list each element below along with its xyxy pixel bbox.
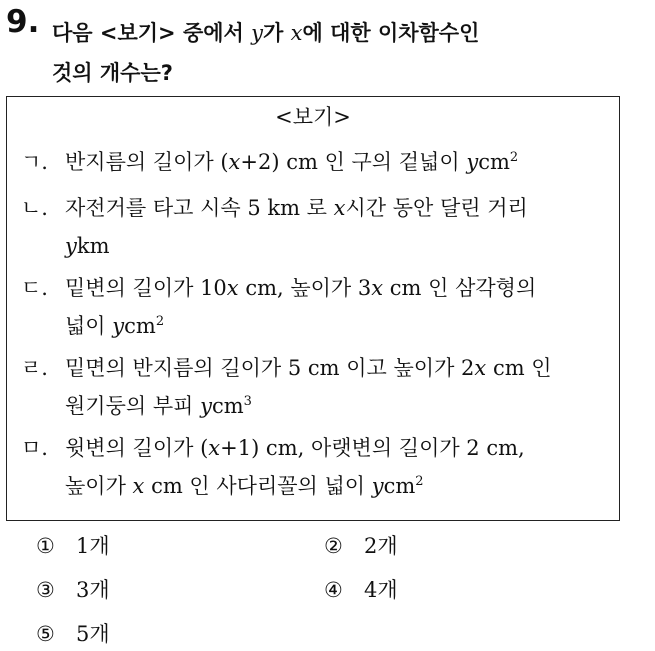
- unit: cm: [383, 474, 416, 498]
- choice-text: 4개: [364, 578, 398, 602]
- exponent: 2: [415, 474, 424, 489]
- item-text: 원기둥의 부피: [65, 394, 201, 418]
- item-text: 반지름의 길이가 (: [65, 150, 229, 174]
- variable-y: y: [251, 21, 264, 45]
- variable-x: x: [208, 436, 221, 460]
- item-text: 넓이: [65, 314, 113, 338]
- item-text: 자전거를 타고 시속 5 km 로: [65, 196, 334, 220]
- choice-number: ⑤: [36, 622, 55, 646]
- choice-number: ④: [324, 578, 343, 602]
- variable-x: x: [333, 196, 346, 220]
- item-text: 밑변의 길이가 10: [65, 276, 227, 300]
- choice-number: ①: [36, 534, 55, 558]
- variable-y: y: [466, 150, 479, 174]
- choice-text: 3개: [76, 578, 110, 602]
- item-marker: ㅁ.: [21, 436, 48, 460]
- choice-5[interactable]: [36, 618, 110, 648]
- item-text: +2) cm 인 구의 겉넓이: [240, 150, 467, 174]
- variable-y: y: [371, 474, 384, 498]
- unit: km: [76, 234, 110, 258]
- item-text: cm 인 삼각형의: [383, 276, 537, 300]
- variable-x: x: [371, 276, 384, 300]
- variable-x: x: [132, 474, 145, 498]
- choice-2[interactable]: [324, 530, 398, 560]
- choice-4[interactable]: [324, 574, 398, 604]
- question-line2: 것의 개수는?: [52, 61, 173, 85]
- item-marker: ㄱ.: [21, 150, 48, 174]
- question-text-part: 가: [263, 21, 291, 45]
- exponent: 2: [509, 150, 519, 165]
- item-text: 시간 동안 달린 거리: [345, 196, 528, 220]
- variable-x: x: [226, 276, 239, 300]
- example-item-mieum: [21, 429, 619, 505]
- choice-number: ②: [324, 534, 343, 558]
- item-text: +1) cm, 아랫변의 길이가 2 cm,: [220, 436, 525, 460]
- question-text-part: 다음 <보기> 중에서: [52, 21, 252, 45]
- example-box: [6, 96, 620, 521]
- choice-1[interactable]: [36, 530, 110, 560]
- example-item-digeut: [21, 269, 619, 345]
- choice-3[interactable]: [36, 574, 110, 604]
- choice-text: 2개: [364, 534, 398, 558]
- example-item-nieun: [21, 189, 619, 265]
- unit: cm: [124, 314, 156, 338]
- question-line1: [52, 21, 479, 45]
- item-text: 밑면의 반지름의 길이가 5 cm 이고 높이가 2: [65, 356, 475, 380]
- box-title: <보기>: [275, 105, 351, 129]
- choice-text: 1개: [76, 534, 110, 558]
- choice-number: ③: [36, 578, 55, 602]
- example-item-giyeok: [21, 143, 619, 181]
- question-number: 9.: [6, 4, 40, 40]
- variable-y: y: [200, 394, 212, 418]
- variable-y: y: [65, 234, 77, 258]
- exponent: 3: [243, 394, 252, 409]
- choice-text: 5개: [76, 622, 110, 646]
- item-text: 윗변의 길이가 (: [65, 436, 209, 460]
- example-item-rieul: [21, 349, 619, 425]
- unit: cm: [478, 150, 510, 174]
- unit: cm: [211, 394, 244, 418]
- question-text: [52, 13, 642, 93]
- question-text-part: 에 대한 이차함수인: [302, 21, 480, 45]
- item-text: cm, 높이가 3: [238, 276, 372, 300]
- item-text: 높이가: [65, 474, 133, 498]
- item-marker: ㄴ.: [21, 196, 48, 220]
- exponent: 2: [155, 314, 165, 329]
- variable-x: x: [228, 150, 241, 174]
- item-marker: ㄷ.: [21, 276, 48, 300]
- variable-y: y: [112, 314, 125, 338]
- item-text: cm 인 사다리꼴의 넓이: [144, 474, 372, 498]
- item-marker: ㄹ.: [21, 356, 48, 380]
- variable-x: x: [290, 21, 303, 45]
- item-text: cm 인: [486, 356, 552, 380]
- variable-x: x: [474, 356, 487, 380]
